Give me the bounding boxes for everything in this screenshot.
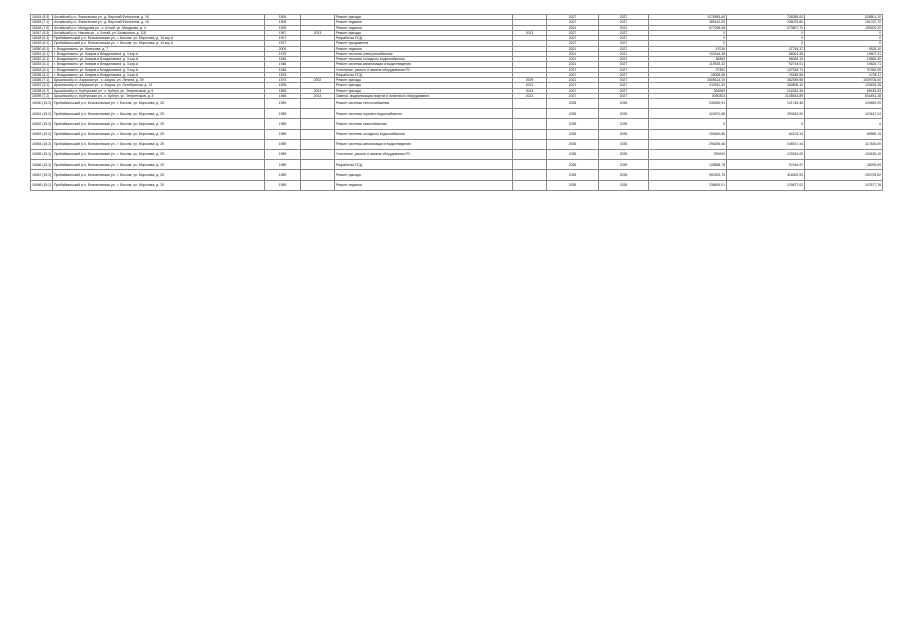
table-cell: 2035 [599,119,649,129]
table-cell [301,149,335,159]
table-cell: 2027 [547,15,599,20]
table-cell: 2027 [599,41,649,46]
table-cell: 16048 (6.3) [31,36,53,41]
table-cell: 57044,97 [727,160,805,170]
table-cell: 2013 [513,30,547,35]
table-row [31,99,883,109]
table-row [31,109,883,119]
table-cell: 416302,93 [727,170,805,180]
table-cell: Алтайский р-н, Никова ул., с. Алтай, ул. Балаклина, д. 11Б [53,30,265,35]
table-cell: 16045 (7.1) [31,20,53,25]
table-cell: 410911,00 [649,83,727,88]
table-cell: 1989 [265,129,301,139]
table-cell: 16058 (6.7) [31,88,53,93]
table-cell: 2013 [301,93,335,98]
table-cell: 1989 [265,180,301,190]
table-cell: 2027 [547,41,599,46]
table-cell [301,129,335,139]
table-cell: Ремонт подвала [335,25,513,30]
table-row [31,160,883,170]
table-cell: 328801,10 [805,15,883,20]
table-cell [513,170,547,180]
table-cell: Ремонт системы электроснабжения [335,51,513,56]
table-cell: 125493,28 [805,83,883,88]
table-cell: г. Владиликино, ул. Ковров и Владиликина, д. 3 кор.А [53,67,265,72]
table-cell: 382395,58 [727,78,805,83]
table-row [31,180,883,190]
table-cell [301,109,335,119]
table-cell: Алтайский р-н, Финогенова ул., д. Верхний Финогенов, д. 18 [53,20,265,25]
table-cell: 2027 [547,20,599,25]
table-cell [513,180,547,190]
table-cell: 150640,86 [649,129,727,139]
table-cell: 0 [649,119,727,129]
table-cell: Ремонт фасада [335,30,513,35]
table-cell: 1176953,60 [649,15,727,20]
table-cell: 2027 [547,72,599,77]
table-cell: 2021 [547,57,599,62]
table-cell: 1905 [265,15,301,20]
table-cell: 2027 [599,30,649,35]
table-cell: 56065,15 [727,57,805,62]
table-cell: 2021 [599,51,649,56]
table-cell: 2035 [599,149,649,159]
table-cell: 47745,37 [727,46,805,51]
table-cell: 2013 [513,88,547,93]
table-cell [513,119,547,129]
table-cell: 110447,24 [805,109,883,119]
table-cell: 2027 [599,20,649,25]
table-cell [301,160,335,170]
table-cell: 2027 [599,78,649,83]
table-cell: 2021 [599,57,649,62]
table-cell: 2021 [547,46,599,51]
table-cell: 0 [649,41,727,46]
table-cell: 19865,30 [805,57,883,62]
table-cell: 125858,78 [649,160,727,170]
table-cell: 1989 [265,119,301,129]
table-cell: 2021 [547,25,599,30]
table-cell: 19626,71 [805,62,883,67]
table-cell [301,99,335,109]
table-cell: Ремонт фундамента [335,41,513,46]
table-cell: Замена, модернизация лифтов и лифтового оборудования [335,93,513,98]
table-cell: 16046 (7.5) [31,25,53,30]
table-cell: 1948 [265,62,301,67]
table-cell: Ремонт фасада [335,15,513,20]
table-cell: 992393,75 [649,170,727,180]
table-cell: 2027 [547,93,599,98]
table-cell: 2027 [599,15,649,20]
table-cell: Прибайкальский р-н, Беспаловская ул., г. Бисопа, ул. Морозова, д. 25 [53,99,265,109]
table-cell: 47016 [649,46,727,51]
table-cell: Ремонт фасада [335,170,513,180]
table-cell: 145917,44 [727,139,805,149]
table-cell: Прибайкальский р-н, Беспаловская ул., г. Бисопа, ул. Морозова, д. 25 [53,180,265,190]
table-cell: 2035 [547,160,599,170]
table-cell: 2027 [599,46,649,51]
table-cell: 2027 [599,88,649,93]
table-cell [513,99,547,109]
table-cell: 2021 [547,62,599,67]
table-cell: 88380 [649,57,727,62]
table-cell: 16063 (15.2) [31,129,53,139]
table-cell: 1965 [265,93,301,98]
table-cell: 103164,38 [649,51,727,56]
table-cell: Ремонт подвала [335,46,513,51]
table-cell: 37952,59 [805,67,883,72]
table-cell: Ремонт системы горячего водоснабжения [335,109,513,119]
table-cell: 97300 [649,67,727,72]
table-cell: 1989 [265,139,301,149]
table-cell: 2035 [547,109,599,119]
table-cell: 2009 [265,46,301,51]
table-cell: 2021 [599,25,649,30]
table-cell: 1039705,50 [805,78,883,83]
table-cell: 364080 [649,88,727,93]
table-cell: 16067 (15.2) [31,170,53,180]
table-cell: 2021 [547,78,599,83]
table-cell [301,119,335,129]
table-cell: 137928,73 [727,67,805,72]
table-cell: 1989 [265,149,301,159]
table-cell: Прибайкальский р-н, Беспаловская ул., г. Бисопа, ул. Морозова, д. 25 [53,170,265,180]
table-cell: 2027 [599,93,649,98]
table-cell: 424971,68 [649,109,727,119]
table-cell: 2027 [599,83,649,88]
table-cell: 0 [805,30,883,35]
table-cell: 107877,76 [805,180,883,190]
table-cell: Ремонт фасада [335,88,513,93]
table-cell: 28068,58 [649,72,727,77]
table-cell: 238693,01 [649,180,727,190]
table-cell: 2035 [599,129,649,139]
table-cell: 2002 [301,78,335,83]
table-cell: 1905 [265,25,301,30]
table-cell: 2035 [547,139,599,149]
table-cell: Прибайкальский р-н, Беспаловская ул., г. Бисопа, ул. Морозова, д. 25 [53,119,265,129]
table-cell: Ремонт системы канализации и водоотведения [335,62,513,67]
table-cell [301,180,335,190]
table-cell: 2035 [547,170,599,180]
table-cell: Ремонт системы холодного водоснабжения [335,129,513,139]
table-cell: 389142,00 [649,20,727,25]
table-cell: 2027 [547,83,599,88]
table-cell: 16061 (15.2) [31,109,53,119]
table-cell: 16055 (6.1) [31,72,53,77]
table-cell: 1989 [265,160,301,170]
table-cell [513,149,547,159]
table-cell: 16054 (6.1) [31,67,53,72]
table-cell: 1973 [265,78,301,83]
table-cell: 2027 [599,36,649,41]
table-row [31,139,883,149]
table-cell: 577008,48 [649,25,727,30]
table-cell: 120244,00 [727,149,805,159]
table-cell: Разработка ПСД [335,36,513,41]
table-cell: 2035 [547,180,599,190]
table-cell [513,160,547,170]
table-cell: 104155,10 [805,149,883,159]
table-cell: 16044 (6.5) [31,15,53,20]
table-cell: 2035 [599,160,649,170]
table-cell: Разработка ПСД [335,72,513,77]
table-cell: 2027 [599,62,649,67]
table-cell: 2027 [547,67,599,72]
table-cell: 16052 (6.1) [31,57,53,62]
table-cell: Утепление, ремонт и замена оборудования ПУ [335,67,513,72]
table-cell: 2013 [301,30,335,35]
table-cell: 16049 (6.1) [31,41,53,46]
table-cell: 16059 (7.2) [31,93,53,98]
table-cell: 66001,45 [727,51,805,56]
table-cell: Ремонт фасада [335,78,513,83]
table-body [31,15,883,191]
table-cell: 89445,53 [805,88,883,93]
table-cell: Аршанский р-н, Азурская ул., с. Азурск, ул. Ленина, д. 39 [53,78,265,83]
table-cell: 1927 [265,41,301,46]
table-cell: 708359,00 [727,15,805,20]
table-cell: 19607,31 [805,51,883,56]
table-cell: 2035 [599,99,649,109]
table-cell: 117630,00 [805,139,883,149]
table-cell: Ремонт фасада [335,83,513,88]
table-cell: 16060 (15.2) [31,99,53,109]
table-cell: 16062 (15.2) [31,119,53,129]
table-cell: 9525,10 [805,46,883,51]
table-cell: 1925 [265,72,301,77]
table-cell: 2035 [547,149,599,159]
table-cell: 2021 [513,83,547,88]
table-cell: 2808114,10 [649,78,727,83]
table-cell: 121746,38 [727,99,805,109]
table-cell: 16057 (3.1) [31,83,53,88]
table-cell: 2027 [599,67,649,72]
table-cell: 373807,70 [727,25,805,30]
table-cell: 834451,18 [805,93,883,98]
table-cell: 16056 (7.1) [31,78,53,83]
table-cell: 238075,80 [727,20,805,25]
table-cell: 2012 [513,93,547,98]
table-cell: 151222,70 [805,20,883,25]
table-cell: 2035 [547,119,599,129]
table-cell: Ремонт системы холодного водоснабжения [335,57,513,62]
table-cell: г. Владиликино, ул. Ковров и Владиликина, д. 3 кор.А [53,51,265,56]
table-cell: 4795,11 [805,72,883,77]
table-cell: 2035 [599,170,649,180]
table-cell: 16068 (15.2) [31,180,53,190]
table-cell: 1948 [265,67,301,72]
table-cell: 2027 [547,88,599,93]
table-cell: Прибайкальский р-н, Беспаловская ул., г. Бисопа, ул. Морозова, д. 25 [53,160,265,170]
table-cell: 2027 [599,72,649,77]
table-cell: 290623,90 [727,109,805,119]
table-cell: 290000 [649,149,727,159]
table-cell: 2035 [547,99,599,109]
table-cell: Прибайкальский р-н, Беспаловская ул., г. Бисопа, ул. Морозова, д. 25 [53,139,265,149]
table-cell: 16047 (6.3) [31,30,53,35]
table-cell: 3090303 [649,93,727,98]
table-row [31,129,883,139]
table-cell: Прибайкальский р-н, Беспаловская ул., г. Бисопа, ул. Морозова, д. 10 кор.А [53,41,265,46]
table-cell: 216334,46 [727,88,805,93]
table-cell: 0 [727,119,805,129]
table-cell: 296256,46 [649,139,727,149]
table-cell: Ремонт системы теплоснабжения [335,99,513,109]
table-cell: 1975 [265,51,301,56]
data-table [30,14,883,191]
table-cell [513,129,547,139]
table-cell [301,170,335,180]
table-cell: 292793,52 [805,170,883,180]
table-cell: 0 [805,36,883,41]
table-cell [301,139,335,149]
table-cell: Аршанский р-н, Куйтунская ул., с. Куйтун, ул. Энергетиков, д. 8 [53,93,265,98]
table-row [31,170,883,180]
table-cell: Прибайкальский р-н, Беспаловская ул., г. Бисопа, ул. Морозова, д. 25 [53,109,265,119]
table-cell: Ремонт системы канализации и водоотведения [335,139,513,149]
table-cell: 29185,98 [727,72,805,77]
table-cell [513,139,547,149]
table-cell: 0 [727,36,805,41]
table-cell: 69585,15 [805,129,883,139]
table-cell: 129877,02 [727,180,805,190]
table-cell: 16053 (6.1) [31,62,53,67]
table-cell: 16064 (15.2) [31,139,53,149]
table-cell: г. Владиликино, ул. Мингрова, д. 7 [53,46,265,51]
table-row [31,149,883,159]
table-cell: 1948 [265,57,301,62]
table-cell: 199200,20 [805,25,883,30]
table-cell: 16051 (6.1) [31,51,53,56]
table-cell: 2035 [547,129,599,139]
table-cell: 2027 [547,36,599,41]
table-cell: 1927 [265,36,301,41]
table-cell: 2027 [547,30,599,35]
table-cell: 2013 [301,88,335,93]
table-cell: 2035 [599,139,649,149]
table-cell: 2009 [513,78,547,83]
table-cell: 1905 [265,83,301,88]
table-cell: 16065 (15.2) [31,149,53,159]
table-cell: 1989 [265,109,301,119]
table-cell: Алтайский р-н, Финогенова ул., д. Верхний Финогенов, д. 16 [53,15,265,20]
table-cell: Алтайский р-н, Мандрова ул., с. Алтай, ул. Мандрова, д. 4 [53,25,265,30]
table-cell: 1965 [265,88,301,93]
table-cell: 48295,09 [805,160,883,170]
table-cell: г. Владиликино, ул. Ковров и Владиликина, д. 3 кор.А [53,62,265,67]
table-cell: 92719,01 [727,62,805,67]
table-cell: 16066 (15.2) [31,160,53,170]
table-cell: Ремонт подвала [335,20,513,25]
table-cell: 0 [805,41,883,46]
table-cell: 2021 [547,51,599,56]
table-cell: 264806,10 [727,83,805,88]
table-cell [513,109,547,119]
table-cell: г. Владиликино, ул. Ковров и Владиликина, д. 3 кор.А [53,57,265,62]
table-cell: 2035 [599,180,649,190]
table-cell: 1967 [265,30,301,35]
table-row [31,119,883,129]
table-cell: Аршанский р-н, Куйтунская ул., с. Куйтун, ул. Энергетиков, д. 6 [53,88,265,93]
table-cell: 1989 [265,170,301,180]
table-cell: Ремонт системы газоснабжения [335,119,513,129]
table-cell: 2035 [599,109,649,119]
table-cell: Утепление, ремонт и замена оборудования ПУ [335,149,513,159]
table-cell: 16050 (6.1) [31,46,53,51]
table-cell: 1908 [265,20,301,25]
table-cell: 0 [805,119,883,129]
table-cell: 104652,09 [805,99,883,109]
table-cell: 1989 [265,99,301,109]
table-cell: Разработка ПСД [335,160,513,170]
table-cell: 0 [649,36,727,41]
table-cell: Ремонт подвала [335,180,513,190]
table-cell: 0 [649,30,727,35]
table-cell: Прибайкальский р-н, Беспаловская ул., г. Бисопа, ул. Морозова, д. 25 [53,149,265,159]
table-cell: 239260,91 [649,99,727,109]
table-cell: 82103,34 [727,129,805,139]
table-cell: 0 [727,41,805,46]
table-cell: Аршанский р-н, Азурская ул., с. Азурск, ул. Октябрьская, д. 13 [53,83,265,88]
table-cell: 115925,42 [649,62,727,67]
table-cell: г. Владиликино, ул. Ковров и Владиликина, д. 3 кор.А [53,72,265,77]
table-cell: Прибайкальский р-н, Беспаловская ул., г. Бисопа, ул. Морозова, д. 10 кор.А [53,36,265,41]
table-cell: 2135644,89 [727,93,805,98]
table-cell: Прибайкальский р-н, Беспаловская ул., г. Бисопа, ул. Морозова, д. 25 [53,129,265,139]
table-cell: 0 [727,30,805,35]
